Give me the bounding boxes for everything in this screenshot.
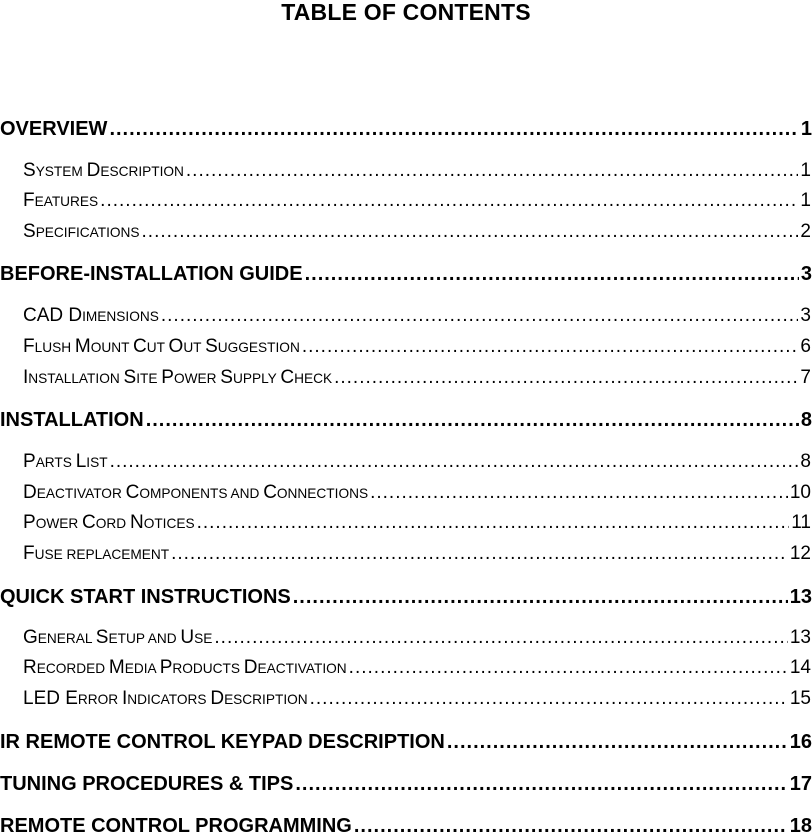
toc-page-number: 15 [789, 688, 811, 709]
toc-page-number: 14 [789, 657, 811, 678]
toc-dot-leader [186, 160, 799, 182]
toc-section-entry[interactable] [0, 772, 812, 796]
toc-page-number: 1 [800, 118, 812, 140]
toc-page-number: 17 [789, 773, 812, 795]
toc-entry-label: INSTALLATION SITE POWER SUPPLY CHECK [23, 367, 333, 388]
toc-entry-label: BEFORE-INSTALLATION GUIDE [0, 263, 303, 285]
toc-dot-leader [310, 688, 788, 710]
toc-entry-label: RECORDED MEDIA PRODUCTS DEACTIVATION [23, 657, 347, 678]
toc-section-entry[interactable] [0, 730, 812, 754]
toc-subsection-entry[interactable] [23, 512, 811, 535]
toc-dot-leader [214, 627, 787, 649]
toc-entry-label: LED ERROR INDICATORS DESCRIPTION [23, 688, 308, 709]
toc-subsection-entry[interactable] [23, 190, 811, 213]
toc-page-number: 3 [800, 305, 811, 326]
toc-entry-label: INSTALLATION [0, 409, 144, 431]
toc-subsection-entry[interactable] [23, 451, 811, 474]
toc-page-number: 13 [789, 586, 812, 608]
toc-page-number: 12 [789, 543, 811, 564]
toc-page-number: 8 [800, 409, 812, 431]
toc-page-number: 16 [789, 731, 812, 753]
toc-entry-label: OVERVIEW [0, 118, 108, 140]
toc-entry-label: SPECIFICATIONS [23, 221, 140, 242]
page-title: TABLE OF CONTENTS [281, 0, 531, 25]
toc-section-entry[interactable] [0, 408, 812, 432]
toc-entry-label: FEATURES [23, 190, 99, 211]
toc-page-number: 11 [791, 512, 811, 533]
toc-page-number: 10 [789, 482, 811, 503]
toc-entry-label: FLUSH MOUNT CUT OUT SUGGESTION [23, 336, 300, 357]
toc-dot-leader [197, 512, 790, 534]
toc-dot-leader [354, 814, 788, 838]
toc-entry-label: FUSE REPLACEMENT [23, 543, 170, 564]
toc-subsection-entry[interactable] [23, 336, 811, 359]
toc-section-entry[interactable] [0, 585, 812, 609]
toc-dot-leader [100, 190, 798, 212]
toc-section-entry[interactable] [0, 117, 812, 141]
toc-entry-label: REMOTE CONTROL PROGRAMMING [0, 815, 352, 837]
toc-dot-leader [302, 336, 799, 358]
toc-dot-leader [110, 451, 799, 473]
toc-page-number: 6 [800, 336, 811, 357]
toc-dot-leader [370, 482, 788, 504]
toc-entry-label: CAD DIMENSIONS [23, 305, 159, 326]
toc-entry-label: POWER CORD NOTICES [23, 512, 195, 533]
toc-subsection-entry[interactable] [23, 657, 811, 680]
toc-page-number: 3 [800, 263, 812, 285]
toc-entry-label: IR REMOTE CONTROL KEYPAD DESCRIPTION [0, 731, 445, 753]
toc-page-number: 1 [800, 160, 811, 181]
toc-page-number: 7 [800, 367, 811, 388]
toc-dot-leader [142, 221, 799, 243]
toc-page-number: 8 [800, 451, 811, 472]
toc-dot-leader [295, 772, 787, 796]
toc-dot-leader [305, 262, 799, 286]
toc-subsection-entry[interactable] [23, 627, 811, 650]
toc-entry-label: GENERAL SETUP AND USE [23, 627, 213, 648]
toc-dot-leader [293, 585, 788, 609]
toc-dot-leader [447, 730, 788, 754]
toc-entry-label: DEACTIVATOR COMPONENTS AND CONNECTIONS [23, 482, 369, 503]
toc-section-entry[interactable] [0, 262, 812, 286]
toc-dot-leader [171, 543, 788, 565]
toc-dot-leader [109, 117, 798, 141]
toc-subsection-entry[interactable] [23, 482, 811, 505]
toc-subsection-entry[interactable] [23, 305, 811, 328]
toc-dot-leader [161, 305, 799, 327]
toc-dot-leader [349, 657, 788, 679]
toc-subsection-entry[interactable] [23, 543, 811, 566]
toc-page-number: 13 [789, 627, 811, 648]
toc-subsection-entry[interactable] [23, 160, 811, 183]
toc-page-number: 1 [800, 190, 811, 211]
toc-entry-label: QUICK START INSTRUCTIONS [0, 586, 291, 608]
toc-page-number: 2 [800, 221, 811, 242]
toc-subsection-entry[interactable] [23, 221, 811, 244]
toc-section-entry[interactable] [0, 814, 812, 838]
toc-entry-label: PARTS LIST [23, 451, 108, 472]
toc-subsection-entry[interactable] [23, 367, 811, 390]
toc-subsection-entry[interactable] [23, 688, 811, 711]
toc-dot-leader [334, 367, 798, 389]
toc-dot-leader [146, 408, 799, 432]
toc-entry-label: TUNING PROCEDURES & TIPS [0, 773, 294, 795]
toc-page-number: 18 [789, 815, 812, 837]
toc-entry-label: SYSTEM DESCRIPTION [23, 160, 184, 181]
